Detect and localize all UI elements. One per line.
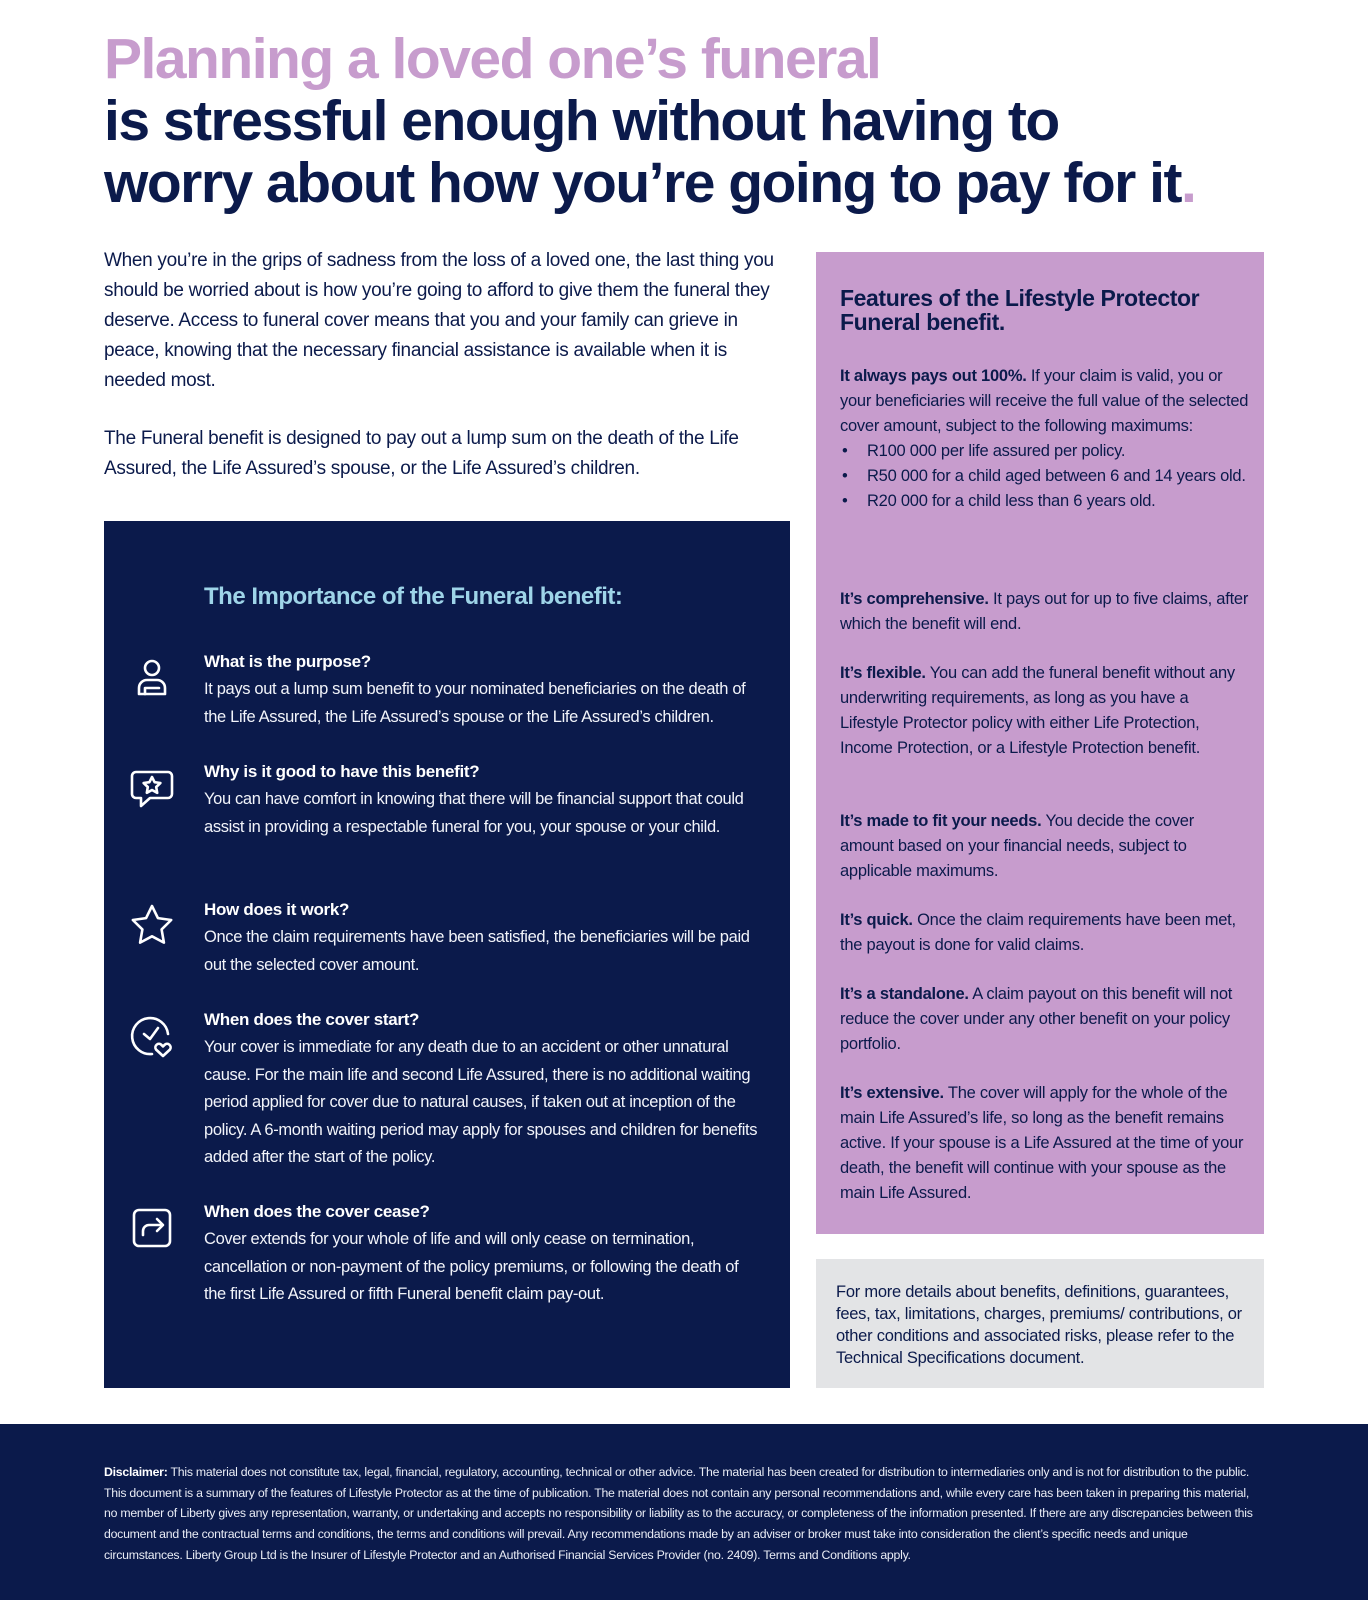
feature-lead: It’s quick. <box>840 911 913 929</box>
feature-quick <box>840 908 1250 958</box>
maximums-list <box>840 439 1250 514</box>
headline-period: . <box>1181 151 1196 215</box>
feature-pays-out <box>840 364 1250 514</box>
feature-lead: It’s extensive. <box>840 1084 944 1102</box>
importance-item-purpose <box>204 652 764 731</box>
importance-question: When does the cover start? <box>204 1010 420 1029</box>
importance-question: How does it work? <box>204 900 350 919</box>
feature-lead: It’s flexible. <box>840 664 926 682</box>
exit-arrow-icon <box>128 1204 176 1252</box>
page-headline <box>104 28 1284 214</box>
importance-item-start <box>204 1010 764 1172</box>
feature-text: It pays out for up to five claims, after which the benefit will end. <box>840 590 1249 633</box>
feature-text: You can add the funeral benefit without any underwriting requirements, as long as you have a Lifestyle Protector policy with either Life Protection, Income Protection, or a Lifestyle Protection benefit. <box>840 664 1235 757</box>
headline-line-3 <box>104 152 1284 214</box>
importance-item-how <box>204 900 764 979</box>
disclaimer-paragraph <box>104 1462 1264 1566</box>
feature-text: You decide the cover amount based on your financial needs, subject to applicable maximums. <box>840 812 1194 880</box>
feature-standalone <box>840 982 1250 1057</box>
list-item: • R50 000 for a child aged between 6 and 14 years old. <box>840 464 1250 489</box>
importance-question: What is the purpose? <box>204 652 371 671</box>
headline-line-3-text: worry about how you’re going to pay for it <box>104 151 1181 215</box>
importance-answer: Cover extends for your whole of life and will only cease on termination, cancellation or non-payment of the policy premiums, or following the death of the first Life Assured or fifth Funeral benefit claim pay-out. <box>204 1230 739 1303</box>
list-item: • R100 000 per life assured per policy. <box>840 439 1250 464</box>
feature-lead: It’s made to fit your needs. <box>840 812 1042 830</box>
importance-question: When does the cover cease? <box>204 1202 430 1221</box>
footer-disclaimer <box>0 1424 1368 1600</box>
feature-extensive <box>840 1081 1250 1206</box>
clock-heart-icon <box>128 1012 176 1060</box>
intro-paragraph-2: The Funeral benefit is designed to pay out a lump sum on the death of the Life Assured, the Life Assured’s spouse, or the Life Assured’s children. <box>104 428 739 479</box>
details-text: For more details about benefits, definitions, guarantees, fees, tax, limitations, charges, premiums/ contributions, or other conditions and associated risks, please refer to the Technical Specifications document. <box>836 1283 1242 1367</box>
intro-section <box>104 246 774 512</box>
importance-question: Why is it good to have this benefit? <box>204 762 480 781</box>
list-item: • R20 000 for a child less than 6 years old. <box>840 489 1250 514</box>
importance-title: The Importance of the Funeral benefit: <box>204 583 623 610</box>
star-speech-bubble-icon <box>128 764 176 812</box>
importance-item-why <box>204 762 764 841</box>
disclaimer-text: This material does not constitute tax, legal, financial, regulatory, accounting, technical or other advice. The material has been created for distribution to intermediaries only and is not for distribution to the public. This document is a summary of the features of Lifestyle Protector as at the time of publication. The material does not contain any personal recommendations and, while every care has been taken in preparing this material, no member of Liberty gives any representation, warranty, or undertaking and accepts no responsibility or liability as to the accuracy, or completeness of the information presented. If there are any discrepancies between this document and the contractual terms and conditions, the terms and conditions will prevail. Any recommendations made by an adviser or broker must take into consideration the client’s specific needs and unique circumstances. Liberty Group Ltd is the Insurer of Lifestyle Protector and an Authorised Financial Services Provider (no. 2409). Terms and Conditions apply. <box>104 1465 1253 1562</box>
feature-text: A claim payout on this benefit will not reduce the cover under any other benefit on your policy portfolio. <box>840 985 1233 1053</box>
disclaimer-label: Disclaimer: <box>104 1465 168 1479</box>
feature-text: Once the claim requirements have been met, the payout is done for valid claims. <box>840 911 1236 954</box>
importance-answer: It pays out a lump sum benefit to your nominated beneficiaries on the death of the Life Assured, the Life Assured’s spouse or the Life Assured’s children. <box>204 680 746 726</box>
feature-lead: It’s comprehensive. <box>840 590 989 608</box>
intro-paragraph-1: When you’re in the grips of sadness from the loss of a loved one, the last thing you should be worried about is how you’re going to afford to give them the funeral they deserve. Access to funeral cover means that you and your family can grieve in peace, knowing that the necessary financial assistance is available when it is needed most. <box>104 250 774 391</box>
feature-lead: It always pays out 100%. <box>840 367 1027 385</box>
feature-text: If your claim is valid, you or your beneficiaries will receive the full value of the selected cover amount, subject to the following maximums: <box>840 367 1249 435</box>
feature-comprehensive <box>840 587 1250 637</box>
features-title: Features of the Lifestyle Protector Funeral benefit. <box>840 285 1200 335</box>
person-icon <box>128 654 176 702</box>
star-icon <box>128 902 176 950</box>
feature-flexible <box>840 661 1250 761</box>
feature-lead: It’s a standalone. <box>840 985 969 1003</box>
importance-answer: Once the claim requirements have been satisfied, the beneficiaries will be paid out the selected cover amount. <box>204 928 750 974</box>
headline-line-1: Planning a loved one’s funeral <box>104 27 881 91</box>
headline-line-2: is stressful enough without having to <box>104 89 1059 153</box>
details-box <box>816 1259 1264 1388</box>
importance-item-cease <box>204 1202 764 1309</box>
features-panel <box>816 252 1264 1234</box>
importance-answer: You can have comfort in knowing that there will be financial support that could assist in providing a respectable funeral for you, your spouse or your child. <box>204 790 744 836</box>
importance-answer: Your cover is immediate for any death due to an accident or other unnatural cause. For the main life and second Life Assured, there is no additional waiting period applied for cover due to natural causes, if taken out at inception of the policy. A 6-month waiting period may apply for spouses and children for benefits added after the start of the policy. <box>204 1038 758 1166</box>
importance-panel <box>104 521 790 1388</box>
feature-fit-needs <box>840 809 1250 884</box>
feature-text: The cover will apply for the whole of the main Life Assured’s life, so long as the benefit remains active. If your spouse is a Life Assured at the time of your death, the benefit will continue with your spouse as the main Life Assured. <box>840 1084 1244 1202</box>
